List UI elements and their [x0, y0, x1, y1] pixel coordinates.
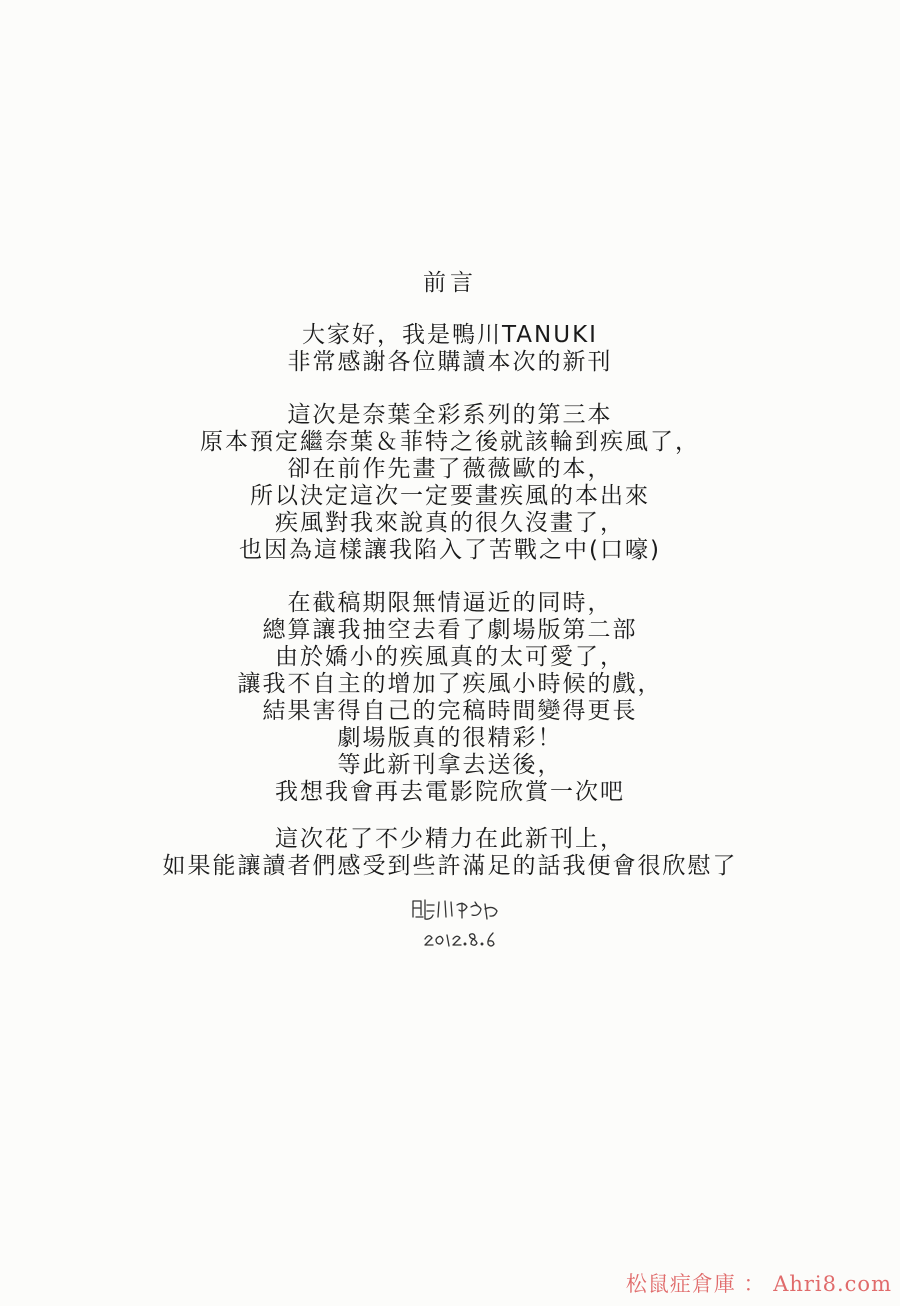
text-line: 這次是奈葉全彩系列的第三本 — [287, 402, 613, 428]
text-line: 總算讓我抽空去看了劇場版第二部 — [262, 617, 638, 643]
text-line: 等此新刊拿去送後， — [337, 752, 563, 778]
text-line: 我想我會再去電影院欣賞一次吧 — [275, 779, 625, 805]
text-line: 原本預定繼奈葉＆菲特之後就該輪到疾風了， — [200, 429, 700, 455]
text-line: 非常感謝各位購讀本次的新刊 — [287, 349, 613, 375]
paragraph-greeting — [0, 322, 900, 376]
page-title: 前言 — [423, 270, 477, 296]
text-line: 大家好，我是鴨川TANUKI — [302, 322, 598, 348]
text-line: 劇場版真的很精彩！ — [337, 725, 563, 751]
text-line: 疾風對我來說真的很久沒畫了， — [275, 510, 625, 536]
text-line: 如果能讓讀者們感受到些許滿足的話我便會很欣慰了 — [162, 853, 738, 879]
text-line: 所以決定這次一定要畫疾風的本出來 — [250, 483, 650, 509]
paragraph-series — [0, 402, 900, 564]
text-line: 卻在前作先畫了薇薇歐的本， — [287, 456, 613, 482]
handwritten-signature — [405, 893, 515, 953]
text-line: 讓我不自主的增加了疾風小時候的戲， — [237, 671, 663, 697]
text-line: 也因為這樣讓我陷入了苦戰之中(口嚎) — [239, 537, 661, 563]
text-line: 結果害得自己的完稿時間變得更長 — [262, 698, 638, 724]
paragraph-movie — [0, 590, 900, 806]
text-line: 在截稿期限無情逼近的同時， — [287, 590, 613, 616]
watermark-label: 松鼠症倉庫 ： Ahri8.com — [625, 1272, 892, 1296]
text-line: 由於嬌小的疾風真的太可愛了， — [275, 644, 625, 670]
text-line: 這次花了不少精力在此新刊上， — [275, 826, 625, 852]
paragraph-closing — [0, 826, 900, 880]
